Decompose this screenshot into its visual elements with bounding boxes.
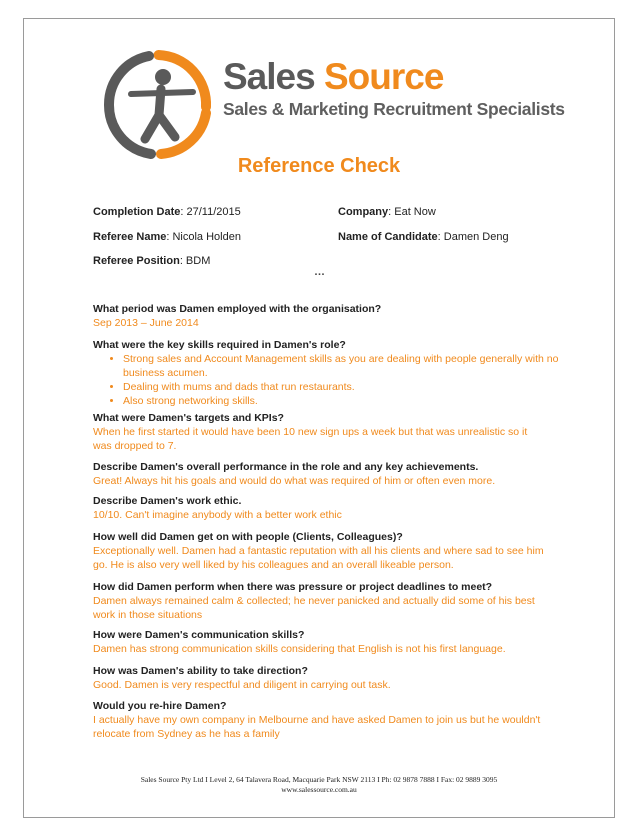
question: How well did Damen get on with people (Clients, Colleagues)? [93,531,403,543]
answer-list [93,352,563,408]
qa-pressure [93,580,563,622]
referee-position-field: Referee Position: BDM [93,255,211,267]
question: Describe Damen's overall performance in the role and any key achievements. [93,461,479,473]
question: What period was Damen employed with the organisation? [93,303,382,315]
question: Describe Damen's work ethic. [93,495,242,507]
answer: Sep 2013 – June 2014 [93,317,199,329]
qa-key-skills [93,338,563,408]
brand-name-part2: Source [323,56,444,97]
qa-get-on-with-people [93,530,563,572]
company-field: Company: Eat Now [338,206,436,218]
answer: Great! Always hit his goals and would do what was required of him or often even more. [93,475,496,487]
list-item: • Dealing with mums and dads that run restaurants. [123,380,563,394]
answer: 10/10. Can't imagine anybody with a better work ethic [93,509,342,521]
question: What were Damen's targets and KPIs? [93,412,284,424]
brand-block [223,58,565,120]
qa-employment-period [93,302,563,330]
candidate-name-field: Name of Candidate: Damen Deng [338,231,509,243]
answer-line: work in those situations [93,609,203,621]
qa-communication [93,628,563,656]
footer-website: www.salessource.com.au [281,785,357,794]
qa-take-direction [93,664,563,692]
archer-circle-logo-icon [101,47,216,162]
answer: Good. Damen is very respectful and diligent in carrying out task. [93,679,391,691]
question: How was Damen's ability to take direction? [93,665,308,677]
footer-address: Sales Source Pty Ltd I Level 2, 64 Talavera Road, Macquarie Park NSW 2113 I Ph: 02 9878 7888 I Fax: 02 9889 3095 [140,775,498,784]
answer: Damen has strong communication skills considering that English is not his first language. [93,643,506,655]
brand-name [223,58,565,96]
answer-line: When he first started it would have been 10 new sign ups a week but that was unrealistic so it [93,426,528,438]
brand-name-part1: Sales [223,56,324,97]
question: Would you re-hire Damen? [93,700,227,712]
question: How were Damen's communication skills? [93,629,305,641]
completion-date-field: Completion Date: 27/11/2015 [93,206,241,218]
qa-targets-kpis [93,411,563,453]
question: What were the key skills required in Damen's role? [93,339,346,351]
answer-line: relocate from Sydney as he has a family [93,728,280,740]
qa-work-ethic [93,494,563,522]
qa-overall-performance [93,460,563,488]
answer-line: Exceptionally well. Damen had a fantastic reputation with all his clients and where sad to see him [93,545,544,557]
list-item: • Also strong networking skills. [123,394,563,408]
answer-line: I actually have my own company in Melbourne and have asked Damen to join us but he wouldn't [93,714,541,726]
answer-line: go. He is also very well liked by his colleagues and an overall likeable person. [93,559,454,571]
qa-rehire [93,699,563,741]
brand-tagline: Sales & Marketing Recruitment Specialists [223,99,565,119]
document-title: Reference Check [237,155,401,177]
referee-name-field: Referee Name: Nicola Holden [93,231,241,243]
answer-line: Damen always remained calm & collected; he never panicked and actually did some of his best [93,595,535,607]
separator-ellipsis: … [314,266,325,278]
question: How did Damen perform when there was pressure or project deadlines to meet? [93,581,493,593]
answer-line: was dropped to 7. [93,440,177,452]
footer [0,775,638,795]
list-item: • Strong sales and Account Management skills as you are dealing with people generally with no business acumen. [123,352,563,380]
